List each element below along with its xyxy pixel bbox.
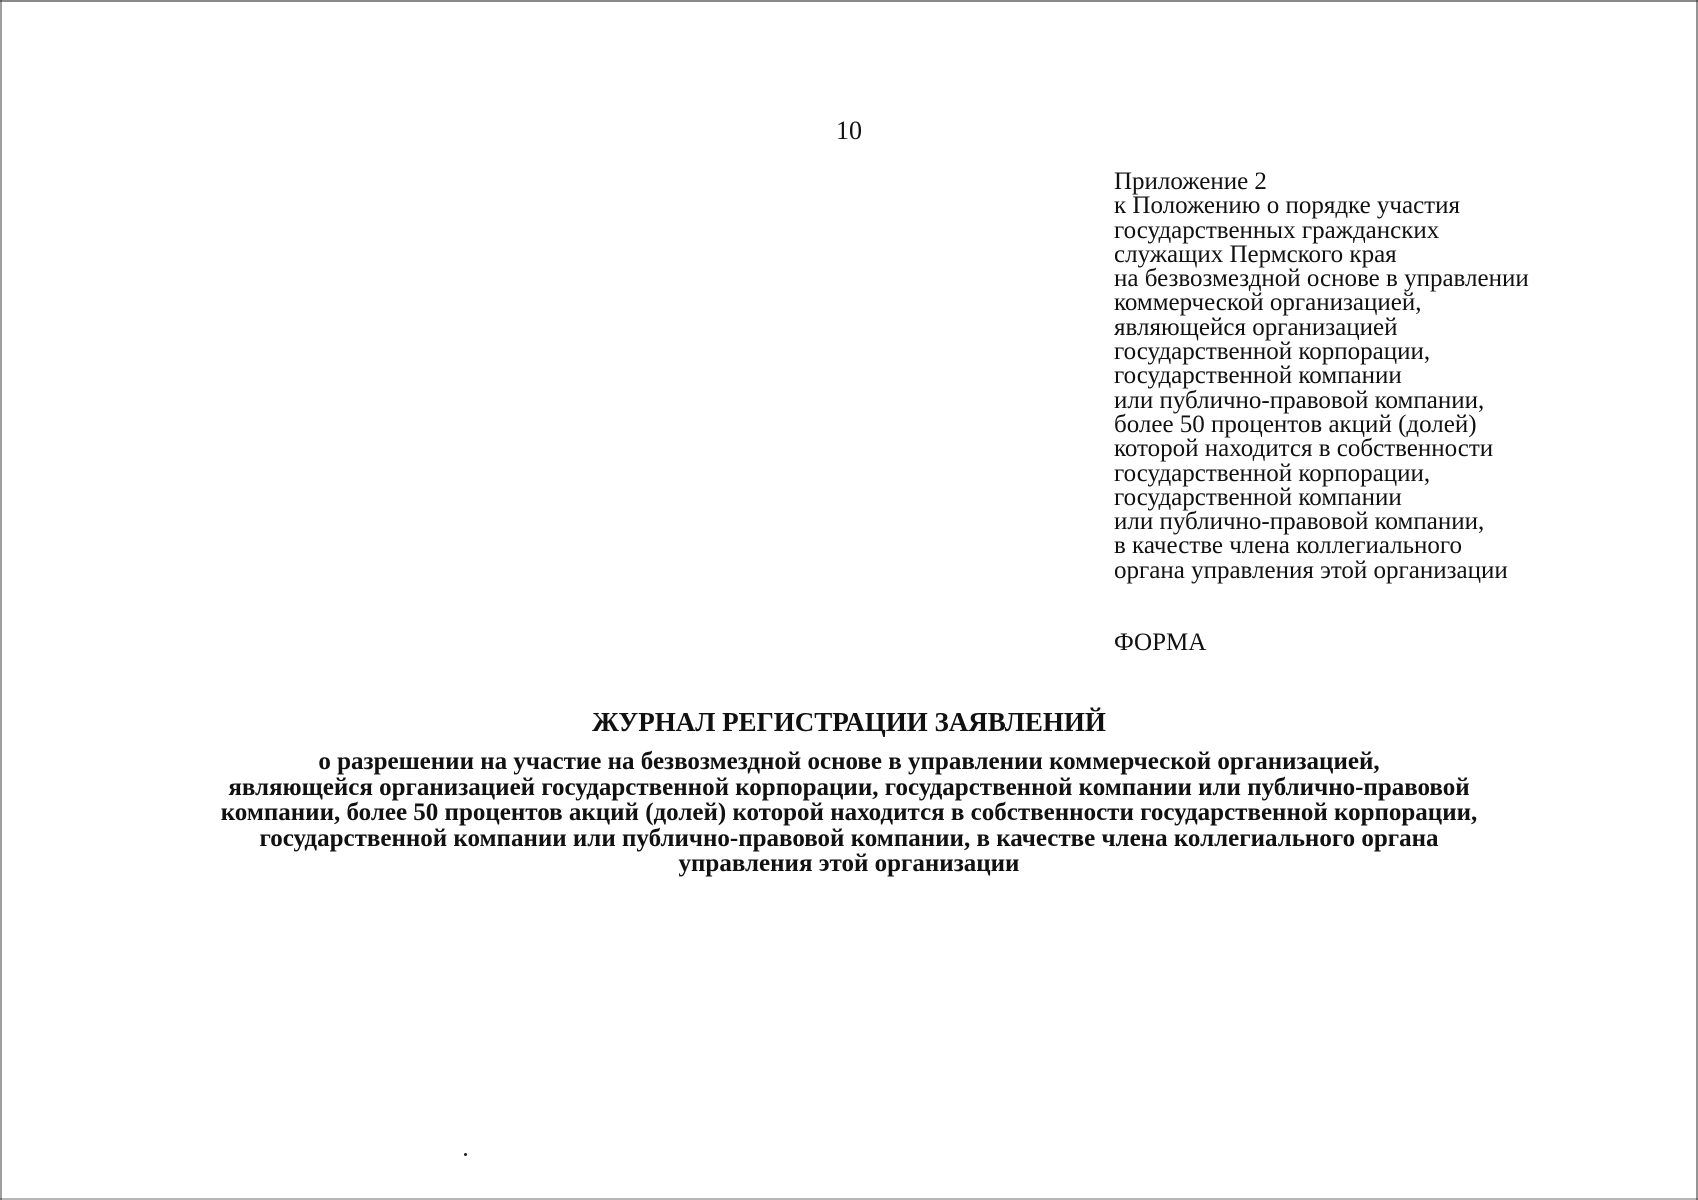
appendix-line: являющейся организацией xyxy=(1114,313,1398,341)
subtitle-line: являющейся организацией государственной корпорации, государственной компании или публично-правовой xyxy=(228,773,1470,801)
appendix-line: на безвозмездной основе в управлении xyxy=(1114,265,1529,293)
form-label: ФОРМА xyxy=(1114,629,1207,656)
appendix-line: государственной компании xyxy=(1114,483,1402,511)
journal-subtitle xyxy=(100,749,1598,877)
appendix-line: органа управления этой организации xyxy=(1114,556,1508,584)
appendix-block xyxy=(1114,170,1684,583)
appendix-line: служащих Пермского края xyxy=(1114,240,1397,268)
scan-edge-top xyxy=(0,0,1698,2)
scan-edge-left xyxy=(0,0,2,1200)
appendix-line: или публично-правовой компании, xyxy=(1114,508,1485,536)
appendix-line: государственной корпорации, xyxy=(1114,459,1431,487)
journal-title: ЖУРНАЛ РЕГИСТРАЦИИ ЗАЯВЛЕНИЙ xyxy=(592,707,1106,737)
appendix-line: Приложение 2 xyxy=(1114,168,1267,195)
appendix-line: в качестве члена коллегиального xyxy=(1114,532,1463,560)
appendix-line: которой находится в собственности xyxy=(1114,435,1494,463)
appendix-line: государственных гражданских xyxy=(1114,216,1440,244)
subtitle-line: государственной компании или публично-правовой компании, в качестве члена коллегиального органа xyxy=(259,824,1439,852)
subtitle-line: компании, более 50 процентов акций (долей) которой находится в собственности государственной корпорации, xyxy=(220,799,1478,826)
appendix-line: государственной компании xyxy=(1114,362,1402,390)
appendix-line: коммерческой организацией, xyxy=(1114,289,1422,317)
scan-speck xyxy=(464,1153,467,1156)
appendix-line: или публично-правовой компании, xyxy=(1114,386,1485,414)
appendix-line: более 50 процентов акций (долей) xyxy=(1114,410,1477,438)
appendix-line: государственной корпорации, xyxy=(1114,338,1431,366)
subtitle-line: управления этой организации xyxy=(678,850,1020,877)
subtitle-line: о разрешении на участие на безвозмездной основе в управлении коммерческой организацией, xyxy=(318,748,1380,775)
appendix-line: к Положению о порядке участия xyxy=(1114,192,1460,220)
page-number: 10 xyxy=(836,116,862,145)
